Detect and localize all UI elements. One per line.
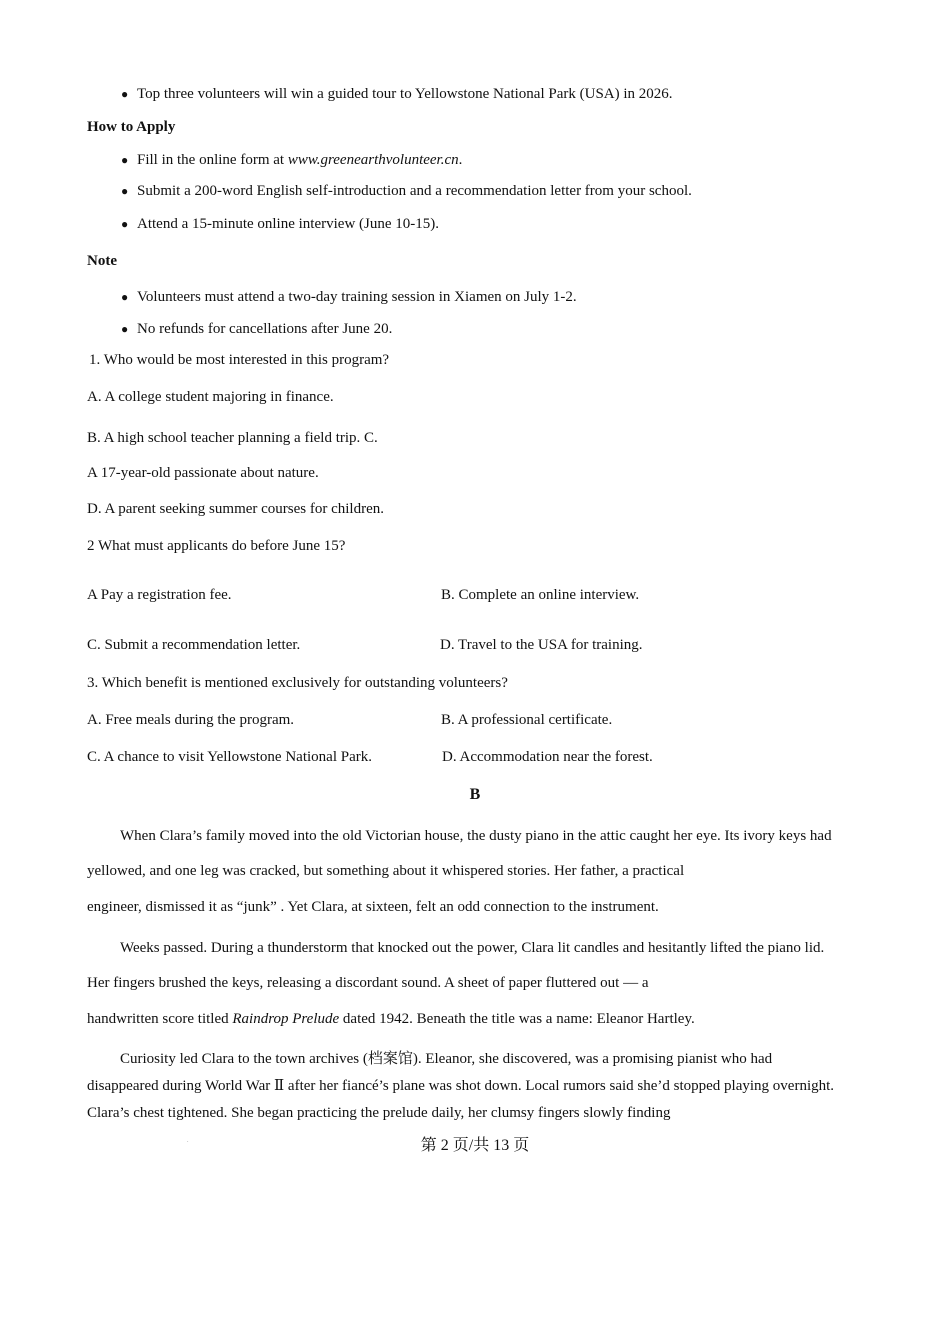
apply-item-suffix: .	[458, 152, 463, 168]
question-1-option-b: B. A high school teacher planning a field trip. C.	[87, 430, 378, 446]
passage-b-p1-line1: When Clara’s family moved into the old Victorian house, the dusty piano in the attic caught her eye. Its ivory keys had	[120, 828, 832, 844]
note-item-training: ● Volunteers must attend a two-day training session in Xiamen on July 1-2.	[137, 288, 577, 306]
passage-b-p3-line3: Clara’s chest tightened. She began practicing the prelude daily, her clumsy fingers slowly finding	[87, 1105, 671, 1121]
apply-item-interview: ● Attend a 15-minute online interview (June 10-15).	[137, 215, 439, 233]
note-item-refunds: ● No refunds for cancellations after June 20.	[137, 320, 392, 338]
question-2-stem: 2 What must applicants do before June 15?	[87, 538, 346, 554]
how-to-apply-heading: How to Apply	[87, 119, 176, 135]
passage-b-p2-line2: Her fingers brushed the keys, releasing a discordant sound. A sheet of paper fluttered out — a	[87, 975, 649, 991]
question-1-option-d: D. A parent seeking summer courses for children.	[87, 501, 385, 517]
note-heading: Note	[87, 253, 117, 269]
passage-b-p1-line2: yellowed, and one leg was cracked, but something about it whispered stories. Her father, a practical	[87, 863, 685, 879]
question-3-option-a: A. Free meals during the program.	[87, 712, 295, 728]
passage-b-p3-line1: Curiosity led Clara to the town archives (档案馆). Eleanor, she discovered, was a promising pianist who had	[120, 1051, 773, 1067]
score-title: Raindrop Prelude	[232, 1011, 340, 1027]
question-1-stem: 1. Who would be most interested in this program?	[89, 352, 390, 368]
apply-item-online-form	[137, 151, 462, 169]
passage-text: dated 1942. Beneath the title was a name: Eleanor Hartley.	[339, 1011, 695, 1027]
question-3-option-c: C. A chance to visit Yellowstone National Park.	[87, 749, 372, 765]
passage-text: handwritten score titled	[87, 1011, 233, 1027]
section-b-heading: B	[469, 786, 481, 803]
question-2-option-d: D. Travel to the USA for training.	[440, 637, 643, 653]
question-2-option-b: B. Complete an online interview.	[441, 587, 640, 603]
question-3-option-d: D. Accommodation near the forest.	[442, 749, 653, 765]
question-1-option-a: A. A college student majoring in finance.	[87, 389, 334, 405]
question-2-option-c: C. Submit a recommendation letter.	[87, 637, 301, 653]
question-3-option-b: B. A professional certificate.	[441, 712, 613, 728]
apply-item-text: Fill in the online form at	[137, 152, 288, 168]
passage-b-p3-line2: disappeared during World War Ⅱ after her fiancé’s plane was shot down. Local rumors said she’d stopped playing overnight.	[87, 1078, 835, 1094]
apply-item-self-introduction: ● Submit a 200-word English self-introduction and a recommendation letter from your school.	[137, 182, 692, 200]
question-3-stem: 3. Which benefit is mentioned exclusively for outstanding volunteers?	[87, 675, 508, 691]
footer-dot: .	[187, 1138, 189, 1144]
benefit-item: ● Top three volunteers will win a guided tour to Yellowstone National Park (USA) in 2026.	[137, 85, 673, 103]
question-2-option-a: A Pay a registration fee.	[87, 587, 232, 603]
question-1-option-c: A 17-year-old passionate about nature.	[87, 465, 319, 481]
passage-b-p2-line3	[87, 1010, 695, 1028]
apply-url-link[interactable]: www.greenearthvolunteer.cn	[287, 152, 459, 168]
passage-b-p2-line1: Weeks passed. During a thunderstorm that knocked out the power, Clara lit candles and hesitantly lifted the piano lid.	[120, 940, 825, 956]
page-number: 第 2 页/共 13 页	[420, 1137, 530, 1154]
passage-b-p1-line3: engineer, dismissed it as “junk” . Yet Clara, at sixteen, felt an odd connection to the instrument.	[87, 899, 659, 915]
